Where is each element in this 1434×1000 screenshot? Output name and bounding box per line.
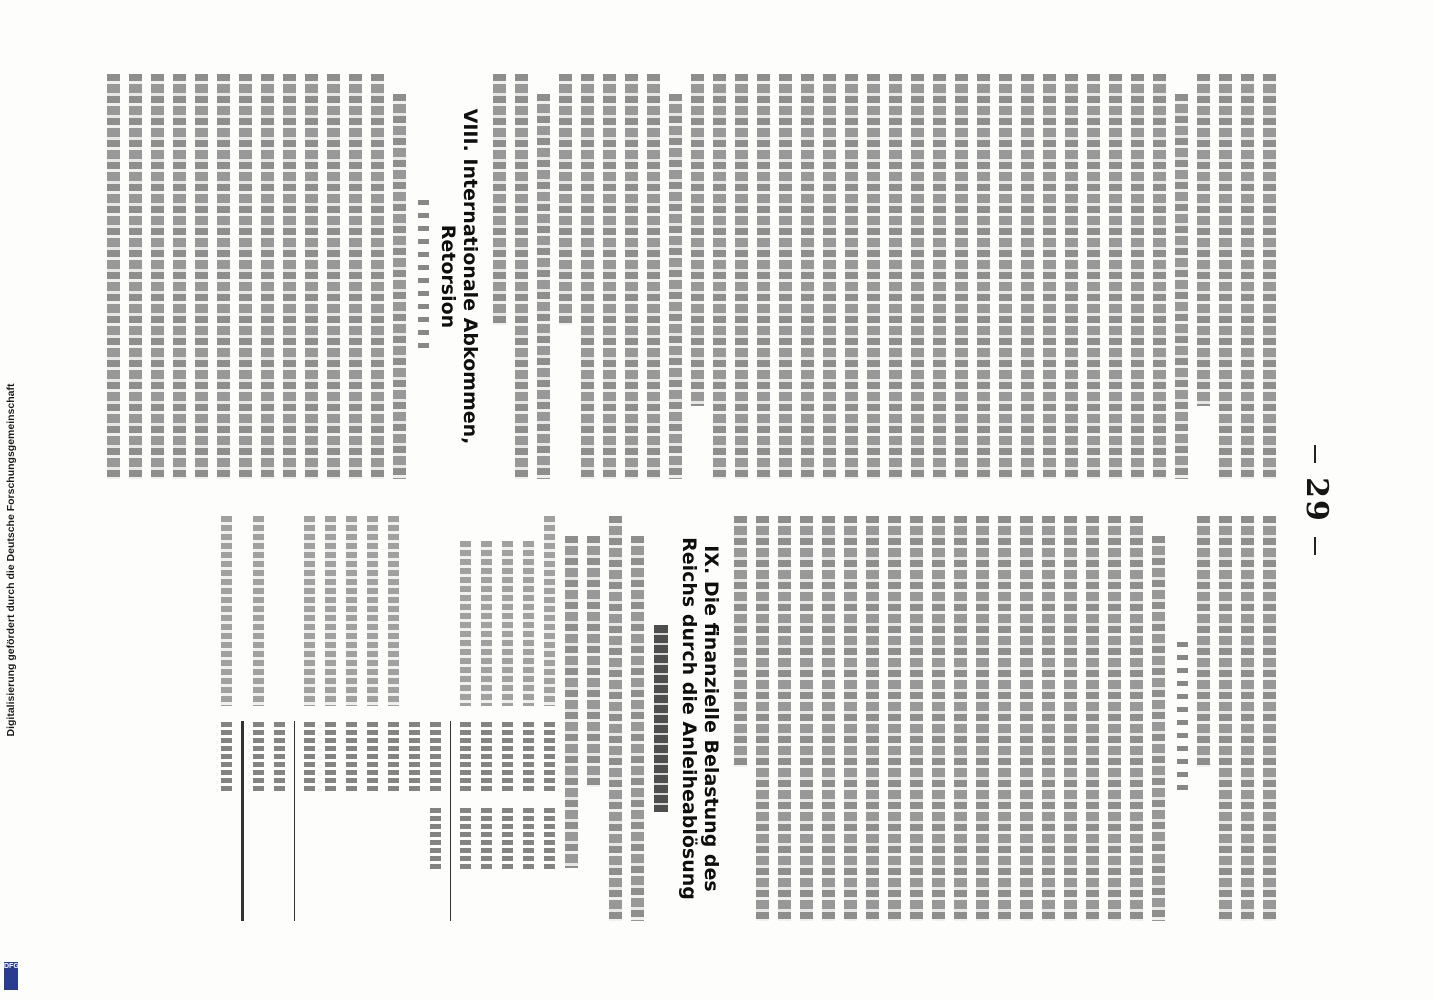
page-header [1294, 70, 1334, 930]
table-row-label [254, 516, 265, 706]
table-cell [524, 722, 535, 792]
body-text-line [151, 74, 164, 479]
table-row-label [347, 516, 358, 706]
table-cell [222, 722, 233, 792]
table-cell [503, 808, 514, 870]
body-text-line [823, 74, 836, 479]
table-row-label [503, 541, 514, 706]
body-text-line [1108, 516, 1121, 921]
body-text-line [888, 516, 901, 921]
table-row-label [482, 541, 493, 706]
body-text-line [349, 74, 362, 479]
body-text-line [1263, 516, 1276, 921]
body-text-line [283, 74, 296, 479]
body-text-line [493, 74, 506, 325]
body-text-line [1153, 74, 1166, 479]
table-row [304, 516, 316, 921]
body-text-line [713, 74, 726, 479]
table-row-label [461, 541, 472, 706]
table-cell [545, 808, 556, 870]
digitization-note: Digitalisierung gefördert durch die Deutsche Forschungsgemeinschaft [5, 383, 17, 737]
body-text-line [756, 516, 769, 921]
body-text-line [1219, 516, 1232, 921]
table-row-label [389, 516, 400, 706]
body-text-line [1021, 74, 1034, 479]
body-text-line [999, 74, 1012, 479]
body-text-line [559, 74, 572, 325]
body-text-line [261, 74, 274, 479]
body-text-line [327, 74, 340, 479]
spaced-subheading [418, 200, 429, 354]
table-cell [368, 722, 379, 792]
body-text-line [393, 94, 406, 479]
body-text-line [1241, 74, 1254, 479]
table-cell [305, 722, 316, 792]
body-text-line [647, 74, 660, 479]
table-row [430, 516, 442, 921]
table-cell [326, 722, 337, 792]
table-cell [254, 722, 265, 792]
rotated-document-page [92, 70, 1342, 930]
body-text-line [1263, 74, 1276, 479]
table-rule [450, 721, 451, 921]
left-text-column [106, 74, 1276, 479]
dfg-logo: DFG [4, 962, 18, 990]
body-text-line [1042, 516, 1055, 921]
body-text-line [778, 516, 791, 921]
table-cell [347, 722, 358, 792]
table-cell [461, 808, 472, 870]
table-row-label [524, 541, 535, 706]
body-text-line [933, 74, 946, 479]
body-text-line [911, 74, 924, 479]
table-row-label [368, 516, 379, 706]
body-text-line [305, 74, 318, 479]
body-text-line [587, 536, 600, 787]
table-cell [431, 722, 442, 792]
table-cell [545, 722, 556, 792]
body-text-line [1131, 74, 1144, 479]
expenditure-table [221, 516, 556, 921]
body-text-line [977, 74, 990, 479]
body-text-line [734, 516, 747, 767]
body-text-line [669, 94, 682, 479]
body-text-line [371, 74, 384, 479]
table-row [502, 516, 514, 921]
body-text-line [845, 74, 858, 479]
body-text-line [129, 74, 142, 479]
body-text-line [1175, 94, 1188, 479]
body-text-line [779, 74, 792, 479]
body-text-line [910, 516, 923, 921]
table-row [221, 516, 233, 921]
body-text-line [955, 74, 968, 479]
body-text-line [735, 74, 748, 479]
section-subheading [654, 625, 668, 811]
body-text-line [217, 74, 230, 479]
table-row-label [545, 516, 556, 706]
digitization-footer [0, 0, 22, 1000]
body-text-line [515, 74, 528, 479]
table-cell [431, 808, 442, 870]
table-cell [275, 722, 286, 792]
table-row [367, 516, 379, 921]
table-cell [503, 722, 514, 792]
body-text-line [844, 516, 857, 921]
spaced-subheading [1177, 642, 1188, 796]
body-text-line [866, 516, 879, 921]
table-row [346, 516, 358, 921]
body-text-line [1020, 516, 1033, 921]
body-text-line [1152, 536, 1165, 921]
table-cell [461, 722, 472, 792]
body-text-line [173, 74, 186, 479]
page-number: 29 [1299, 431, 1334, 569]
table-row-label [222, 516, 233, 706]
body-text-line [537, 94, 550, 479]
body-text-line [1043, 74, 1056, 479]
body-text-line [603, 74, 616, 479]
body-text-line [932, 516, 945, 921]
table-cell [524, 808, 535, 870]
body-text-line [565, 536, 578, 868]
right-text-column [106, 516, 1276, 921]
body-text-line [800, 516, 813, 921]
section-heading-viii: VIII. Internationale Abkommen, Retorsion [437, 108, 481, 445]
body-text-line [1087, 74, 1100, 479]
body-text-line [889, 74, 902, 479]
body-text-line [107, 74, 120, 479]
table-row [544, 516, 556, 921]
body-text-line [1130, 516, 1143, 921]
table-rule [294, 721, 295, 921]
body-text-line [239, 74, 252, 479]
body-text-line [1065, 74, 1078, 479]
body-text-line [1197, 74, 1210, 406]
table-cell [389, 722, 400, 792]
table-row [481, 516, 493, 921]
body-text-line [1109, 74, 1122, 479]
table-cell [482, 808, 493, 870]
body-text-line [1219, 74, 1232, 479]
table-row-label [305, 516, 316, 706]
section-heading-ix: IX. Die finanzielle Belastung des Reichs durch die Anleiheablösung [678, 537, 722, 900]
body-text-line [1197, 516, 1210, 767]
table-row [325, 516, 337, 921]
table-cell [410, 722, 421, 792]
body-text-line [954, 516, 967, 921]
body-text-line [1086, 516, 1099, 921]
body-text-line [631, 536, 644, 921]
body-text-line [822, 516, 835, 921]
table-row [274, 516, 286, 921]
body-text-line [998, 516, 1011, 921]
body-text-line [195, 74, 208, 479]
table-row [253, 516, 265, 921]
body-text-line [609, 516, 622, 921]
body-text-line [801, 74, 814, 479]
body-text-line [581, 74, 594, 479]
body-text-line [976, 516, 989, 921]
table-row [388, 516, 400, 921]
body-text-line [1241, 516, 1254, 921]
table-rule [241, 721, 244, 921]
table-row [409, 516, 421, 921]
body-text-line [1064, 516, 1077, 921]
body-text-line [757, 74, 770, 479]
table-cell [482, 722, 493, 792]
body-text-line [625, 74, 638, 479]
table-row [460, 516, 472, 921]
body-text-line [691, 74, 704, 406]
body-text-line [867, 74, 880, 479]
table-row-label [326, 516, 337, 706]
table-row [523, 516, 535, 921]
